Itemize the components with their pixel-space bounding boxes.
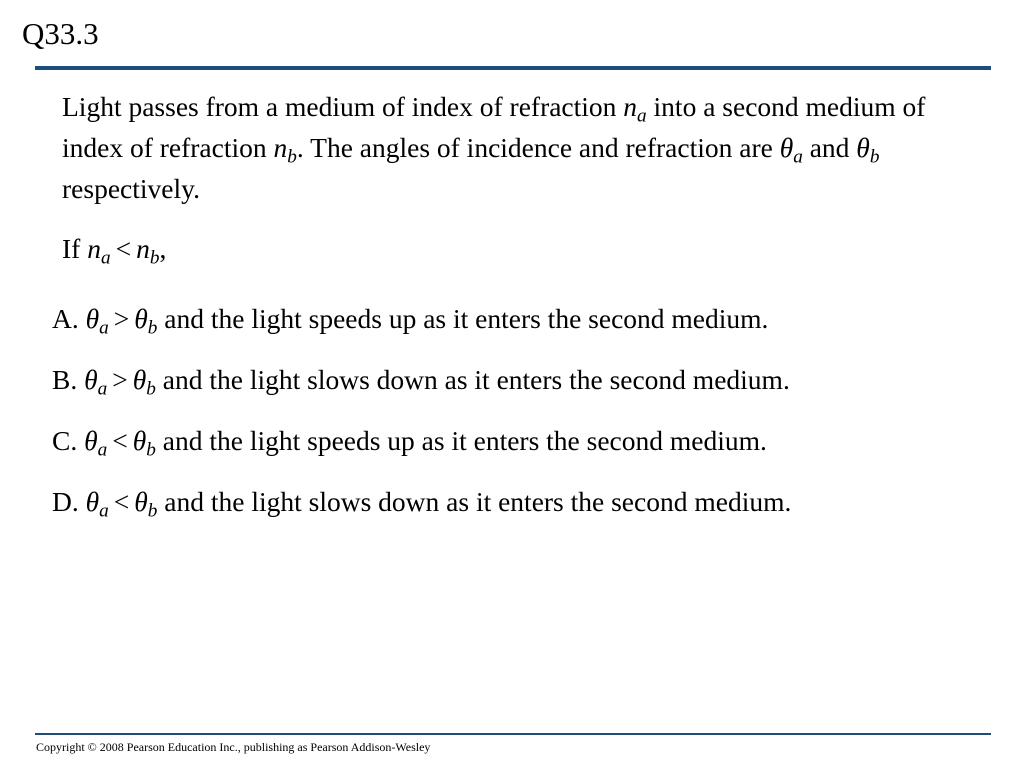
symbol-theta-b: θ [856,132,870,163]
subscript-b: b [146,439,156,461]
question-part: . The angles of incidence and refraction are [296,132,780,163]
answer-letter: A. [52,303,79,334]
symbol-theta-b: θ [134,303,148,334]
symbol-theta-b: θ [132,364,147,395]
symbol-theta-b: θ [134,486,148,517]
condition-suffix: , [159,233,167,264]
subscript-b: b [149,247,160,269]
question-part: respectively. [62,173,200,204]
answer-option-d[interactable] [52,481,791,522]
answer-text: and the light slows down as it enters the second medium. [155,364,790,395]
question-part: Light passes from a medium of index of refraction [62,91,624,122]
subscript-a: a [637,105,647,127]
answer-text: and the light speeds up as it enters the second medium. [157,303,769,334]
relation-symbol: > [112,364,128,395]
subscript-a: a [99,317,109,339]
answer-text: and the light speeds up as it enters the second medium. [155,425,767,456]
symbol-n-b: n [136,233,150,264]
symbol-theta-a: θ [779,132,794,163]
symbol-n-a: n [87,233,101,264]
relation-symbol: > [113,303,130,334]
symbol-n-b: n [273,132,288,163]
subscript-a: a [793,146,803,168]
answer-option-b[interactable] [52,359,790,400]
answer-letter: B. [52,364,78,395]
subscript-a: a [99,500,109,522]
answer-letter: D. [52,486,79,517]
subscript-a: a [100,247,111,269]
relation-symbol: < [113,486,130,517]
answer-option-c[interactable] [52,420,767,461]
copyright-text: Copyright © 2008 Pearson Education Inc., publishing as Pearson Addison-Wesley [36,740,431,754]
subscript-b: b [869,146,880,168]
subscript-a: a [97,378,108,400]
subscript-b: b [146,378,156,400]
footer-rule [35,733,991,735]
question-part: into a second medium of index of refraction [62,91,926,163]
symbol-theta-a: θ [84,364,98,395]
answer-letter: C. [52,425,78,456]
symbol-theta-a: θ [84,425,98,456]
subscript-b: b [287,146,297,168]
symbol-n-a: n [623,91,638,122]
answer-option-a[interactable] [52,298,768,339]
condition-text [62,228,166,269]
condition-prefix: If [62,233,88,264]
question-text [62,86,962,209]
symbol-theta-a: θ [85,303,100,334]
subscript-a: a [97,439,108,461]
symbol-theta-b: θ [132,425,147,456]
symbol-theta-a: θ [85,486,100,517]
slide-title: Q33.3 [22,16,99,51]
subscript-b: b [147,317,158,339]
question-part: and [802,132,857,163]
relation-symbol: < [115,233,132,264]
answer-text: and the light slows down as it enters the second medium. [157,486,792,517]
title-rule [35,66,991,70]
subscript-b: b [147,500,158,522]
relation-symbol: < [112,425,128,456]
